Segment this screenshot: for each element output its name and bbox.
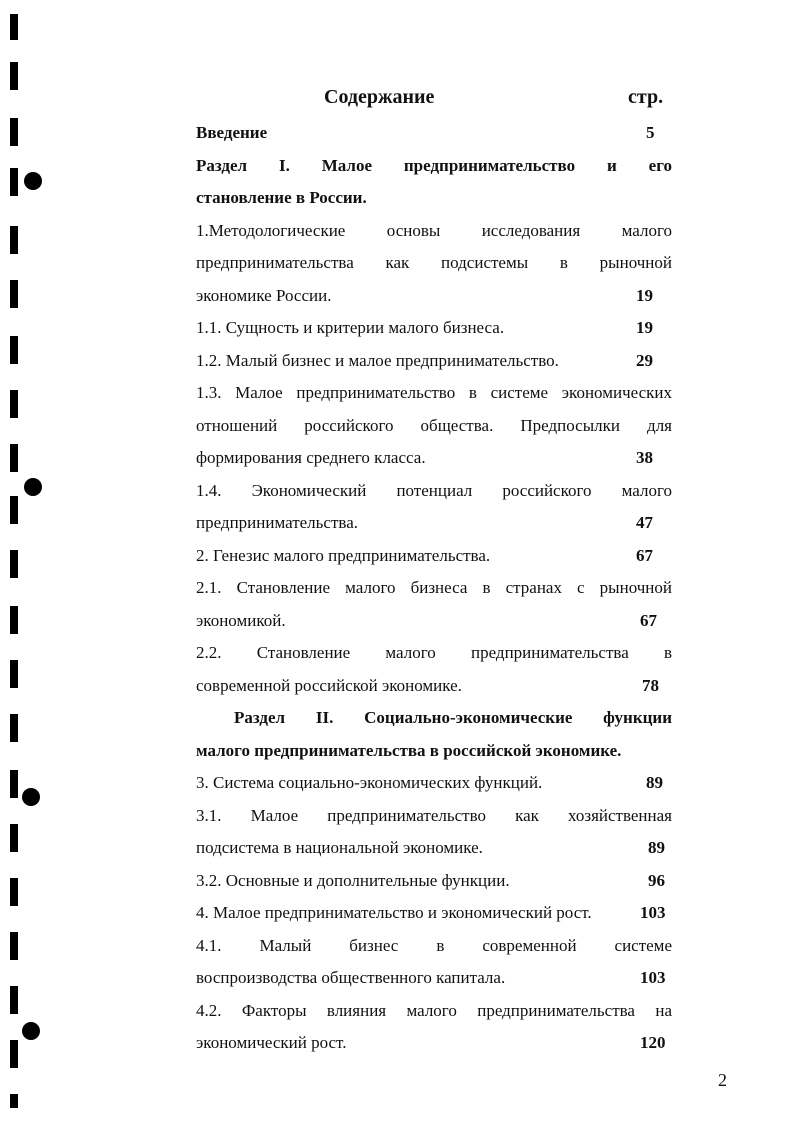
toc-entry-page: 89 [648,838,665,857]
toc-entry [196,1027,672,1060]
toc-entry-text: 3.2. Основные и дополнительные функции. [196,870,510,890]
toc-entry-text: отношений российского общества. Предпосылки для [196,415,672,435]
binder-mark [10,496,18,524]
toc-entry [196,670,672,703]
binder-hole [22,788,40,806]
toc-entry-text: современной российской экономике. [196,675,462,695]
toc-entry-text: 1.1. Сущность и критерии малого бизнеса. [196,318,505,337]
binder-mark [10,62,18,90]
toc-entry [196,540,672,573]
toc-entry-text: 4.2. Факторы влияния малого предпринимательства на [196,1000,672,1020]
binder-mark [10,660,18,688]
toc-entry-page: 47 [636,513,653,532]
toc-entry-text: подсистема в национальной экономике. [196,838,483,857]
toc-entry-text: формирования среднего класса. [196,448,426,467]
binder-mark [10,550,18,578]
binder-mark [10,14,18,40]
toc-entry [196,117,672,150]
toc-entry-text: 1.Методологические основы исследования малого [196,220,672,240]
toc-entry [196,897,672,930]
toc-entry [196,280,672,313]
toc-entry-text: 3. Система социально-экономических функций. [196,773,543,792]
toc-entry [196,605,672,638]
binder-mark [10,168,18,196]
toc-entry-page: 29 [636,350,653,370]
toc-entry [196,865,672,898]
binder-mark [10,444,18,472]
toc-entry-text: 1.4. Экономический потенциал российского малого [196,480,672,500]
toc-entry-text: Введение [196,123,268,142]
toc-entry-page: 67 [636,545,653,565]
binder-mark [10,1094,18,1108]
binder-hole [22,1022,40,1040]
toc-entry-page: 67 [640,610,657,630]
toc-entry-page: 38 [636,448,653,467]
toc-section-heading: становление в России. [196,188,367,207]
toc-section-heading: малого предпринимательства в российской экономике. [196,740,622,760]
toc-entry-text: предпринимательства как подсистемы в рыночной [196,253,672,272]
toc-entry-page: 5 [646,123,655,142]
binder-mark [10,390,18,418]
page-number: 2 [718,1070,727,1090]
toc-entry-text: экономический рост. [196,1033,347,1052]
toc-entry-text: 1.3. Малое предпринимательство в системе экономических [196,383,672,402]
toc-entry-text: 2.1. Становление малого бизнеса в странах с рыночной [196,578,672,597]
toc-entry-text: воспроизводства общественного капитала. [196,968,506,987]
binder-mark [10,878,18,906]
toc-section-heading: Раздел II. Социально-экономические функции [234,708,672,727]
toc-entry [196,832,672,865]
toc-entry [196,442,672,475]
toc-entry-page: 103 [640,903,666,922]
binder-hole [24,478,42,496]
toc-entry-page: 89 [646,773,663,792]
toc-entry-text: 4.1. Малый бизнес в современной системе [196,935,672,955]
toc-entry-page: 103 [640,968,666,987]
toc-entry-text: экономике России. [196,285,332,305]
binder-mark [10,606,18,634]
binder-mark [10,118,18,146]
toc-section-heading: Раздел I. Малое предпринимательство и его [196,155,672,175]
table-of-contents [196,117,672,1060]
toc-entry-text: экономикой. [196,610,286,630]
toc-entry-text: 2.2. Становление малого предпринимательства в [196,643,672,662]
toc-entry-page: 78 [642,675,659,695]
toc-entry-text: 4. Малое предпринимательство и экономический рост. [196,903,592,922]
binder-mark [10,770,18,798]
toc-entry-text: 1.2. Малый бизнес и малое предпринимательство. [196,350,559,370]
toc-entry-text: 2. Генезис малого предпринимательства. [196,545,491,565]
binder-mark [10,932,18,960]
toc-entry-page: 96 [648,870,665,890]
page-column-label: стр. [628,86,664,108]
binder-mark [10,280,18,308]
binder-mark [10,336,18,364]
binder-hole [24,172,42,190]
toc-entry [196,767,672,800]
toc-entry-page: 19 [636,318,653,337]
binder-mark [10,226,18,254]
toc-entry [196,312,672,345]
binder-mark [10,986,18,1014]
toc-entry [196,507,672,540]
binder-mark [10,824,18,852]
toc-entry-text: 3.1. Малое предпринимательство как хозяйственная [196,805,672,825]
binder-mark [10,714,18,742]
toc-entry [196,345,672,378]
toc-entry-page: 120 [640,1033,666,1052]
page-title: Содержание [324,86,435,108]
binder-mark [10,1040,18,1068]
toc-entry-text: предпринимательства. [196,513,358,532]
toc-entry-page: 19 [636,285,653,305]
toc-entry [196,962,672,995]
